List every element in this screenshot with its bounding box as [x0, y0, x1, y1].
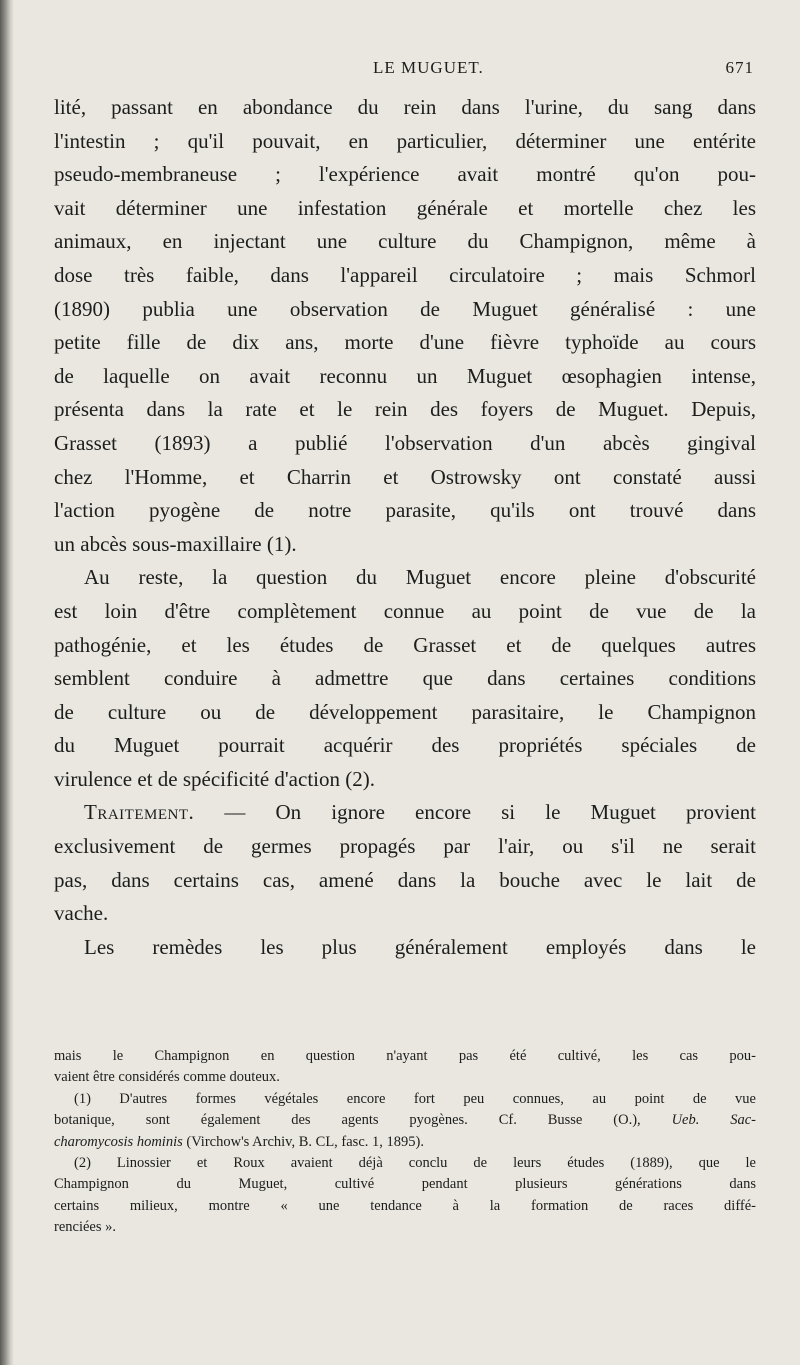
text-line: vache. — [54, 901, 109, 926]
text-line: présenta dans la rate et le rein des foyers de Muguet. Depuis, — [54, 397, 756, 422]
text-run: (Virchow's Archiv, B. CL, fasc. 1, 1895). — [182, 1133, 424, 1150]
footnote-line: Champignon du Muguet, cultivé pendant plusieurs générations dans — [54, 1176, 756, 1193]
text-line: animaux, en injectant une culture du Champignon, même à — [54, 229, 756, 254]
text-line: lité, passant en abondance du rein dans l'urine, du sang dans — [54, 95, 756, 119]
text-line: dose très faible, dans l'appareil circulatoire ; mais Schmorl — [54, 262, 756, 287]
text-run: — On ignore encore si le Muguet provient — [194, 800, 756, 825]
text-line: vait déterminer une infestation générale et mortelle chez les — [54, 195, 756, 220]
text-line: Au reste, la question du Muguet encore pleine d'obscurité — [84, 565, 756, 590]
text-line: du Muguet pourrait acquérir des propriétés spéciales de — [54, 733, 756, 758]
text-line: semblent conduire à admettre que dans certaines conditions — [54, 666, 756, 691]
text-run: botanique, sont également des agents pyogènes. Cf. Busse (O.), — [54, 1112, 672, 1129]
text-line: pseudo-membraneuse ; l'expérience avait montré qu'on pou- — [54, 162, 756, 187]
italic-run: Ueb. Sac- — [671, 1112, 757, 1129]
footnote-line: (1) D'autres formes végétales encore fort peu connues, au point de vue — [74, 1090, 756, 1107]
book-page — [28, 0, 788, 1365]
text-line: (1890) publia une observation de Muguet généralisé : une — [54, 296, 756, 321]
text-line: l'intestin ; qu'il pouvait, en particulier, déterminer une entérite — [54, 128, 756, 153]
text-line: de laquelle on avait reconnu un Muguet œsophagien intense, — [54, 363, 756, 388]
text-line: chez l'Homme, et Charrin et Ostrowsky ont constaté aussi — [54, 464, 756, 489]
running-head — [28, 58, 758, 84]
text-line: Grasset (1893) a publié l'observation d'un abcès gingival — [54, 430, 756, 455]
text-line: un abcès sous-maxillaire (1). — [54, 531, 297, 556]
page-number: 671 — [725, 58, 754, 77]
body-text — [54, 91, 756, 964]
running-title: LE MUGUET. — [373, 58, 484, 77]
text-line: virulence et de spécificité d'action (2). — [54, 766, 375, 791]
footnote-line — [54, 1132, 756, 1153]
footnote-line: vaient être considérés comme douteux. — [54, 1069, 280, 1086]
footnote-line: renciées ». — [54, 1219, 116, 1236]
footnotes — [54, 1046, 756, 1239]
italic-run: charomycosis hominis — [54, 1133, 183, 1150]
text-line — [54, 796, 756, 830]
text-line: l'action pyogène de notre parasite, qu'ils ont trouvé dans — [54, 498, 756, 523]
footnote-line: certains milieux, montre « une tendance à la formation de races diffé- — [54, 1197, 756, 1214]
text-line: pathogénie, et les études de Grasset et de quelques autres — [54, 632, 756, 657]
text-line: de culture ou de développement parasitaire, le Champignon — [54, 699, 756, 724]
text-line: est loin d'être complètement connue au point de vue de la — [54, 598, 756, 623]
text-line: Les remèdes les plus généralement employés dans le — [84, 934, 756, 959]
page-binding-edge — [0, 0, 14, 1365]
footnote-line: (2) Linossier et Roux avaient déjà conclu de leurs études (1889), que le — [74, 1154, 756, 1171]
text-line: pas, dans certains cas, amené dans la bouche avec le lait de — [54, 867, 756, 892]
section-heading: Traitement. — [84, 800, 195, 825]
footnote-line: mais le Champignon en question n'ayant pas été cultivé, les cas pou- — [54, 1048, 756, 1064]
footnote-line — [54, 1110, 756, 1131]
text-line: petite fille de dix ans, morte d'une fièvre typhoïde au cours — [54, 330, 756, 355]
text-line: exclusivement de germes propagés par l'air, ou s'il ne serait — [54, 834, 756, 859]
